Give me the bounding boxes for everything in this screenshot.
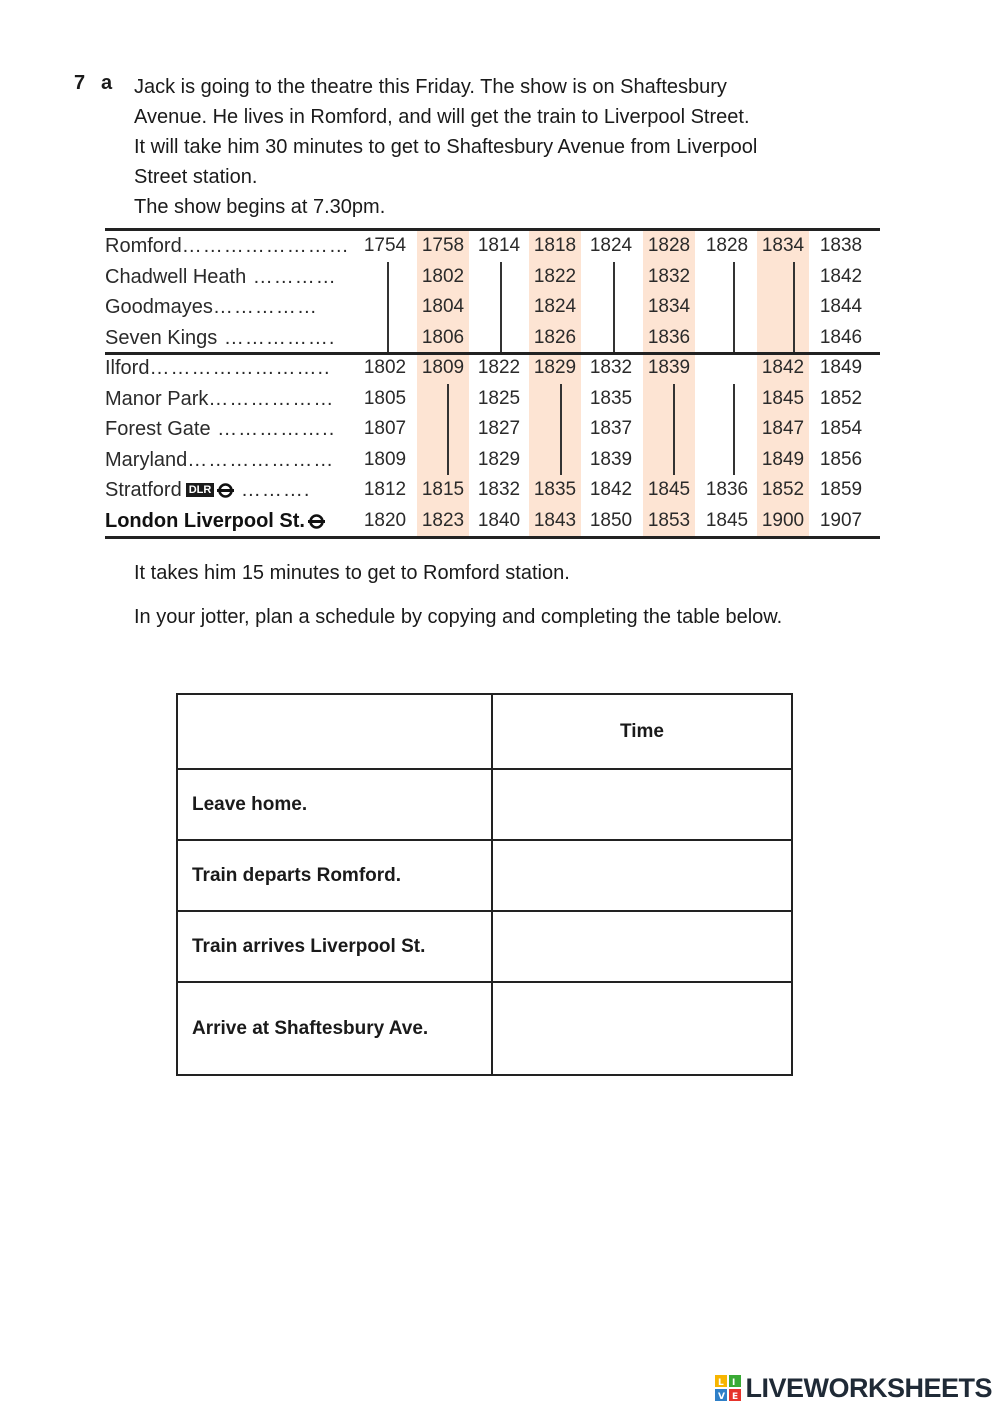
question-intro — [134, 72, 894, 222]
departure-time — [699, 353, 755, 383]
departure-time: 1900 — [761, 509, 805, 531]
timetable-row — [105, 353, 880, 383]
departure-time — [527, 414, 583, 444]
departure-time: 1815 — [421, 479, 465, 500]
leader-dots: …………………… — [181, 235, 350, 257]
schedule-row — [177, 769, 792, 840]
departure-time: 1839 — [647, 357, 691, 378]
departure-time: 1829 — [533, 357, 577, 378]
departure-time — [699, 262, 755, 292]
departure-time: 1843 — [533, 509, 577, 531]
departure-time: 1835 — [533, 479, 577, 500]
departure-time: 1812 — [363, 479, 407, 500]
leader-dots: ………. — [234, 479, 311, 501]
departure-time: 1829 — [477, 448, 521, 470]
departure-time: 1824 — [533, 296, 577, 317]
departure-time: 1837 — [589, 418, 633, 439]
departure-time: 1804 — [421, 296, 465, 317]
departure-time — [471, 292, 527, 322]
leader-dots: ………… — [246, 265, 337, 288]
departure-time — [583, 262, 639, 292]
departure-time — [641, 414, 697, 444]
departure-time: 1805 — [363, 387, 407, 409]
departure-time: 1806 — [421, 326, 465, 348]
svg-text:E: E — [732, 1392, 739, 1401]
departure-time: 1802 — [363, 357, 407, 378]
departure-time — [755, 292, 811, 322]
departure-time: 1832 — [647, 265, 691, 287]
departure-time: 1845 — [647, 479, 691, 500]
departure-time: 1842 — [589, 479, 633, 500]
departure-time: 1836 — [705, 479, 749, 500]
leader-dots: …………………….. — [149, 357, 331, 379]
leader-dots: ………………… — [187, 448, 335, 471]
leader-dots: ……………… — [208, 387, 335, 410]
departure-time — [583, 323, 639, 353]
departure-time: 1814 — [477, 235, 521, 256]
schedule-row — [177, 911, 792, 982]
table-rule — [105, 536, 880, 539]
brand-wordmark: LIVEWORKSHEETS — [745, 1372, 992, 1403]
schedule-row-label: Arrive at Shaftesbury Ave. — [177, 982, 492, 1075]
departure-time: 1836 — [647, 326, 691, 348]
intro-line: It will take him 30 minutes to get to Shaftesbury Avenue from Liverpool — [134, 136, 758, 158]
schedule-row — [177, 840, 792, 911]
departure-time: 1828 — [647, 235, 691, 256]
departure-time — [415, 445, 471, 475]
departure-time — [755, 262, 811, 292]
departure-time: 1844 — [819, 296, 863, 317]
departure-time: 1835 — [589, 387, 633, 409]
departure-time: 1822 — [533, 265, 577, 287]
departure-time: 1826 — [533, 326, 577, 348]
schedule-header-blank — [177, 694, 492, 769]
intro-line: The show begins at 7.30pm. — [134, 196, 386, 218]
departure-time: 1852 — [761, 479, 805, 500]
schedule-header-time: Time — [492, 694, 792, 769]
departure-time — [699, 292, 755, 322]
footer-brand — [715, 1371, 992, 1405]
departure-time: 1859 — [819, 479, 863, 500]
departure-time — [699, 384, 755, 414]
station-name: Maryland………………… — [105, 448, 335, 471]
svg-text:I: I — [732, 1378, 736, 1388]
departure-time — [699, 323, 755, 353]
departure-time: 1842 — [761, 357, 805, 378]
departure-time: 1846 — [819, 326, 863, 348]
departure-time: 1834 — [647, 296, 691, 317]
departure-time — [527, 445, 583, 475]
instruction-paragraph: It takes him 15 minutes to get to Romford station. — [134, 562, 570, 584]
leader-dots: …………… — [212, 296, 318, 318]
timetable-row — [105, 292, 880, 322]
departure-time: 1847 — [761, 418, 805, 439]
station-name: Chadwell Heath ………… — [105, 265, 337, 288]
timetable-row — [105, 506, 880, 536]
dlr-badge: DLR — [186, 483, 215, 497]
departure-time: 1856 — [819, 448, 863, 470]
station-name: Seven Kings ……………. — [105, 326, 336, 349]
instruction-paragraph: In your jotter, plan a schedule by copying and completing the table below. — [134, 606, 783, 628]
departure-time: 1845 — [705, 509, 749, 531]
departure-time: 1840 — [477, 509, 521, 531]
timetable-row — [105, 445, 880, 475]
departure-time: 1842 — [819, 265, 863, 287]
schedule-time-input[interactable] — [492, 840, 792, 911]
departure-time: 1827 — [477, 418, 521, 439]
departure-time: 1823 — [421, 509, 465, 531]
departure-time: 1852 — [819, 387, 863, 409]
departure-time: 1822 — [477, 357, 521, 378]
departure-time: 1849 — [761, 448, 805, 470]
intro-line: Jack is going to the theatre this Friday. The show is on Shaftesbury — [134, 76, 727, 98]
station-name: Manor Park……………… — [105, 387, 335, 410]
departure-time — [699, 445, 755, 475]
station-name: Stratford DLR ………. — [105, 479, 311, 501]
departure-time: 1818 — [533, 235, 577, 256]
leader-dots: …………….. — [210, 418, 336, 440]
question-number: 7 — [74, 72, 86, 94]
departure-time: 1845 — [761, 387, 805, 409]
underground-roundel-icon — [308, 513, 325, 530]
timetable-row — [105, 231, 880, 261]
liveworksheets-logo-icon — [715, 1375, 741, 1401]
departure-time: 1828 — [705, 235, 749, 256]
departure-time: 1832 — [589, 357, 633, 378]
schedule-table — [176, 693, 793, 1076]
timetable-row — [105, 323, 880, 353]
underground-roundel-icon — [217, 482, 234, 499]
timetable-row — [105, 475, 880, 505]
schedule-row-label: Train arrives Liverpool St. — [177, 911, 492, 982]
svg-text:L: L — [718, 1378, 725, 1388]
departure-time — [471, 323, 527, 353]
schedule-row — [177, 982, 792, 1075]
station-name: Goodmayes…………… — [105, 296, 318, 318]
timetable-row — [105, 384, 880, 414]
departure-time — [415, 384, 471, 414]
departure-time — [357, 292, 413, 322]
schedule-header-row — [177, 694, 792, 769]
station-name: London Liverpool St. — [105, 506, 357, 536]
departure-time: 1758 — [421, 235, 465, 256]
timetable-row — [105, 414, 880, 444]
departure-time: 1832 — [477, 479, 521, 500]
departure-time: 1854 — [819, 418, 863, 439]
departure-time — [415, 414, 471, 444]
departure-time: 1838 — [819, 235, 863, 256]
departure-time: 1834 — [761, 235, 805, 256]
departure-time — [755, 323, 811, 353]
departure-time: 1853 — [647, 509, 691, 531]
station-name: Ilford…………………….. — [105, 357, 331, 379]
station-name: Forest Gate …………….. — [105, 418, 336, 440]
train-timetable — [105, 228, 880, 541]
schedule-time-input[interactable] — [492, 911, 792, 982]
intro-line: Street station. — [134, 166, 258, 188]
departure-time: 1809 — [421, 357, 465, 378]
station-name: Romford…………………… — [105, 235, 350, 257]
schedule-row-label: Train departs Romford. — [177, 840, 492, 911]
departure-time: 1802 — [421, 265, 465, 287]
departure-time: 1839 — [589, 448, 633, 470]
schedule-row-label: Leave home. — [177, 769, 492, 840]
departure-time — [357, 262, 413, 292]
timetable-row — [105, 262, 880, 292]
departure-time: 1849 — [819, 357, 863, 378]
intro-line: Avenue. He lives in Romford, and will get the train to Liverpool Street. — [134, 106, 750, 128]
departure-time — [357, 323, 413, 353]
schedule-time-input[interactable] — [492, 982, 792, 1075]
departure-time — [471, 262, 527, 292]
departure-time — [641, 384, 697, 414]
departure-time: 1809 — [363, 448, 407, 470]
departure-time — [583, 292, 639, 322]
departure-time: 1820 — [363, 509, 407, 531]
leader-dots: ……………. — [217, 326, 336, 349]
departure-time: 1754 — [363, 235, 407, 256]
svg-text:V: V — [718, 1392, 726, 1401]
departure-time: 1825 — [477, 387, 521, 409]
departure-time — [527, 384, 583, 414]
question-part: a — [101, 72, 113, 94]
departure-time: 1850 — [589, 509, 633, 531]
schedule-time-input[interactable] — [492, 769, 792, 840]
departure-time — [699, 414, 755, 444]
departure-time — [641, 445, 697, 475]
departure-time: 1907 — [819, 509, 863, 531]
departure-time: 1807 — [363, 418, 407, 439]
departure-time: 1824 — [589, 235, 633, 256]
